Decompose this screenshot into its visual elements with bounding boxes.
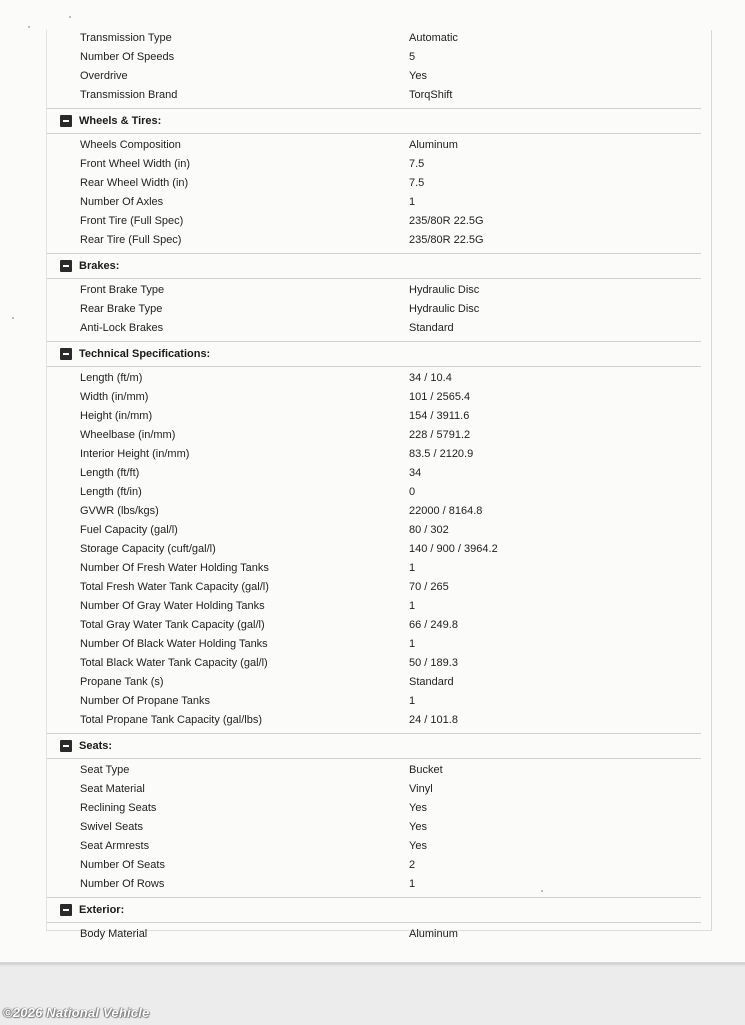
spec-row: [0, 654, 745, 673]
spec-sections: [0, 105, 745, 944]
spec-value: Hydraulic Disc: [409, 303, 480, 315]
spec-value: 235/80R 22.5G: [409, 215, 484, 227]
spec-label: Total Gray Water Tank Capacity (gal/l): [80, 619, 265, 631]
spec-value: TorqShift: [409, 89, 453, 101]
spec-row: [0, 369, 745, 388]
spec-label: Storage Capacity (cuft/gal/l): [80, 543, 216, 555]
spec-value: 34: [409, 467, 422, 479]
spec-label: Number Of Rows: [80, 878, 165, 890]
spec-label: Number Of Seats: [80, 859, 165, 871]
section-rows: [0, 134, 745, 250]
spec-value: Yes: [409, 802, 427, 814]
section-title: Wheels & Tires:: [79, 115, 162, 127]
spec-row: [0, 29, 745, 48]
spec-row: [0, 711, 745, 730]
spec-label: Total Black Water Tank Capacity (gal/l): [80, 657, 268, 669]
spec-value: 80 / 302: [409, 524, 449, 536]
spec-label: Wheelbase (in/mm): [80, 429, 176, 441]
spec-row: [0, 502, 745, 521]
watermark: ©2026 National Vehicle: [3, 1005, 150, 1020]
spec-label: Front Wheel Width (in): [80, 158, 191, 170]
spec-row: [0, 856, 745, 875]
section-title: Brakes:: [79, 260, 120, 272]
spec-label: Rear Tire (Full Spec): [80, 234, 182, 246]
collapse-minus-icon[interactable]: [60, 348, 72, 360]
scan-speck: [28, 26, 30, 28]
spec-value: Automatic: [409, 32, 458, 44]
section-header: [47, 897, 701, 923]
spec-row: [0, 799, 745, 818]
spec-label: Seat Type: [80, 764, 130, 776]
spec-label: Total Propane Tank Capacity (gal/lbs): [80, 714, 263, 726]
spec-value: 50 / 189.3: [409, 657, 458, 669]
section-rows: [0, 279, 745, 338]
spec-label: Seat Material: [80, 783, 145, 795]
spec-value: 1: [409, 638, 416, 650]
spec-row: [0, 231, 745, 250]
spec-label: Seat Armrests: [80, 840, 150, 852]
spec-value: 1: [409, 695, 416, 707]
spec-row: [0, 692, 745, 711]
spec-value: Vinyl: [409, 783, 433, 795]
spec-row: [0, 86, 745, 105]
spec-value: 66 / 249.8: [409, 619, 458, 631]
spec-value: Standard: [409, 322, 454, 334]
spec-value: 0: [409, 486, 416, 498]
spec-value: 140 / 900 / 3964.2: [409, 543, 498, 555]
spec-label: Number Of Speeds: [80, 51, 175, 63]
spec-row: [0, 445, 745, 464]
spec-label: Wheels Composition: [80, 139, 181, 151]
spec-label: GVWR (lbs/kgs): [80, 505, 159, 517]
spec-row: [0, 426, 745, 445]
spec-row: [0, 559, 745, 578]
collapse-minus-icon[interactable]: [60, 260, 72, 272]
spec-row: [0, 174, 745, 193]
section-header: [47, 253, 701, 279]
spec-label: Number Of Axles: [80, 196, 164, 208]
spec-value: 22000 / 8164.8: [409, 505, 483, 517]
spec-row: [0, 780, 745, 799]
spec-label: Number Of Gray Water Holding Tanks: [80, 600, 265, 612]
spec-value: Hydraulic Disc: [409, 284, 480, 296]
spec-label: Length (ft/in): [80, 486, 142, 498]
section-title: Exterior:: [79, 904, 125, 916]
spec-label: Number Of Fresh Water Holding Tanks: [80, 562, 269, 574]
spec-label: Propane Tank (s): [80, 676, 164, 688]
spec-value: 101 / 2565.4: [409, 391, 471, 403]
spec-label: Swivel Seats: [80, 821, 143, 833]
collapse-minus-icon[interactable]: [60, 904, 72, 916]
spec-row: [0, 635, 745, 654]
spec-value: 1: [409, 878, 416, 890]
transmission-rows: [0, 29, 745, 105]
spec-row: [0, 521, 745, 540]
section-title: Technical Specifications:: [79, 348, 211, 360]
spec-row: [0, 212, 745, 231]
spec-row: [0, 281, 745, 300]
spec-label: Anti-Lock Brakes: [80, 322, 164, 334]
section-header: [47, 341, 701, 367]
spec-value: 34 / 10.4: [409, 372, 452, 384]
spec-row: [0, 578, 745, 597]
spec-value: 154 / 3911.6: [409, 410, 470, 422]
spec-label: Interior Height (in/mm): [80, 448, 190, 460]
spec-label: Front Tire (Full Spec): [80, 215, 184, 227]
spec-label: Body Material: [80, 928, 148, 940]
spec-value: 2: [409, 859, 416, 871]
spec-value: 7.5: [409, 177, 425, 189]
spec-label: Fuel Capacity (gal/l): [80, 524, 178, 536]
spec-row: [0, 155, 745, 174]
spec-label: Height (in/mm): [80, 410, 153, 422]
spec-value: Bucket: [409, 764, 443, 776]
spec-row: [0, 136, 745, 155]
spec-row: [0, 616, 745, 635]
scan-speck: [69, 16, 71, 18]
spec-label: Rear Brake Type: [80, 303, 163, 315]
spec-value: Aluminum: [409, 139, 458, 151]
spec-label: Transmission Type: [80, 32, 172, 44]
section-rows: [0, 923, 745, 944]
spec-label: Number Of Black Water Holding Tanks: [80, 638, 268, 650]
spec-value: Yes: [409, 70, 427, 82]
spec-row: [0, 388, 745, 407]
collapse-minus-icon[interactable]: [60, 115, 72, 127]
spec-row: [0, 319, 745, 338]
section-header: [47, 733, 701, 759]
spec-row: [0, 837, 745, 856]
spec-row: [0, 875, 745, 894]
spec-value: Aluminum: [409, 928, 458, 940]
spec-label: Overdrive: [80, 70, 128, 82]
spec-value: 83.5 / 2120.9: [409, 448, 474, 460]
spec-row: [0, 300, 745, 319]
spec-value: 235/80R 22.5G: [409, 234, 484, 246]
spec-row: [0, 925, 745, 944]
section-header: [47, 108, 701, 134]
spec-label: Width (in/mm): [80, 391, 149, 403]
spec-row: [0, 193, 745, 212]
spec-value: 70 / 265: [409, 581, 449, 593]
spec-label: Total Fresh Water Tank Capacity (gal/l): [80, 581, 269, 593]
spec-row: [0, 673, 745, 692]
spec-value: 24 / 101.8: [409, 714, 458, 726]
section-rows: [0, 759, 745, 894]
spec-label: Length (ft/m): [80, 372, 143, 384]
spec-value: Yes: [409, 821, 427, 833]
section-rows: [0, 367, 745, 730]
page-edge-shadow: [0, 963, 745, 967]
collapse-minus-icon[interactable]: [60, 740, 72, 752]
spec-value: Standard: [409, 676, 454, 688]
spec-label: Length (ft/ft): [80, 467, 140, 479]
spec-value: 1: [409, 600, 416, 612]
spec-value: Yes: [409, 840, 427, 852]
spec-label: Front Brake Type: [80, 284, 165, 296]
spec-row: [0, 540, 745, 559]
spec-row: [0, 67, 745, 86]
spec-row: [0, 761, 745, 780]
spec-row: [0, 407, 745, 426]
spec-value: 7.5: [409, 158, 425, 170]
section-title: Seats:: [79, 740, 113, 752]
spec-row: [0, 48, 745, 67]
spec-row: [0, 483, 745, 502]
spec-value: 228 / 5791.2: [409, 429, 471, 441]
spec-value: 5: [409, 51, 416, 63]
spec-row: [0, 597, 745, 616]
spec-value: 1: [409, 196, 416, 208]
spec-label: Rear Wheel Width (in): [80, 177, 189, 189]
spec-row: [0, 818, 745, 837]
spec-list: [0, 29, 745, 944]
spec-label: Transmission Brand: [80, 89, 178, 101]
spec-value: 1: [409, 562, 416, 574]
spec-label: Number Of Propane Tanks: [80, 695, 211, 707]
spec-label: Reclining Seats: [80, 802, 157, 814]
spec-row: [0, 464, 745, 483]
